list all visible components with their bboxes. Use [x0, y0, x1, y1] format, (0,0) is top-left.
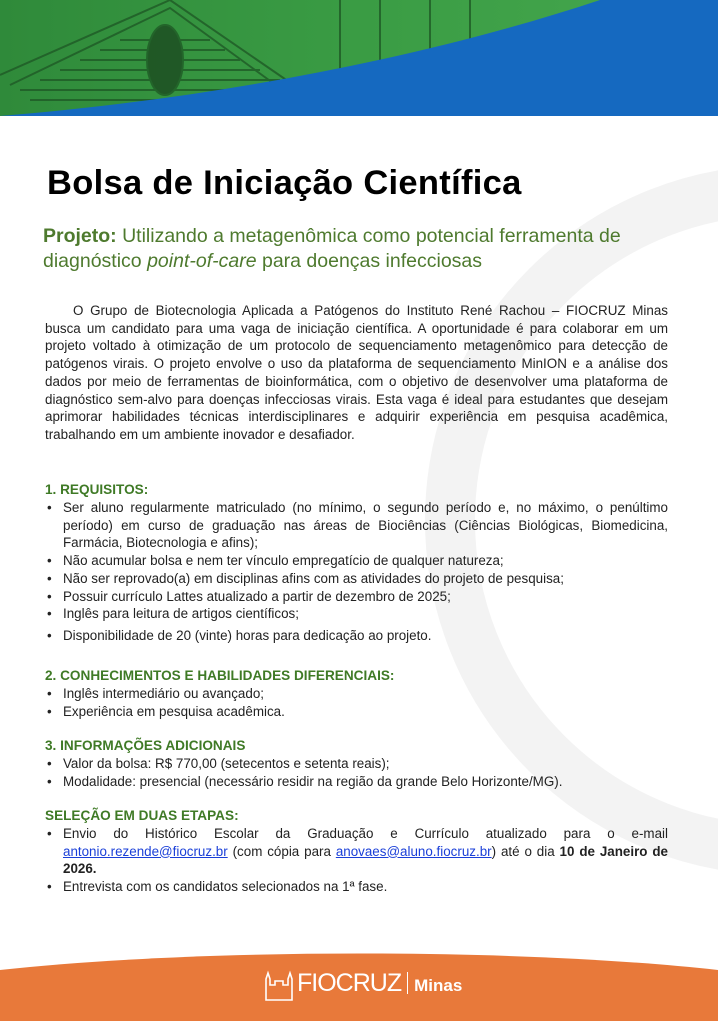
header-banner: [0, 0, 718, 116]
fiocruz-minas-logo: [264, 965, 462, 1001]
project-text-end: para doenças infecciosas: [261, 250, 483, 272]
section-conhecimentos: [45, 667, 668, 720]
selection-step-text: Envio do Histórico Escolar da Graduação e Currículo atualizado para o e-mail: [63, 826, 668, 841]
list-item: • Disponibilidade de 20 (vinte) horas para dedicação ao projeto.: [45, 627, 668, 645]
section-heading: 3. INFORMAÇÕES ADICIONAIS: [45, 738, 246, 753]
list-item: [45, 825, 668, 878]
project-label: Projeto:: [43, 225, 117, 247]
project-subtitle: [43, 224, 683, 274]
list-item: • Não acumular bolsa e nem ter vínculo empregatício de qualquer natureza;: [45, 552, 668, 570]
section-heading: SELEÇÃO EM DUAS ETAPAS:: [45, 808, 239, 823]
section-heading: 1. REQUISITOS:: [45, 482, 149, 497]
intro-paragraph: O Grupo de Biotecnologia Aplicada a Patógenos do Instituto René Rachou – FIOCRUZ Minas busca um candidato para uma vaga de iniciação científica. A oportunidade é para colaborar em um projeto voltado à otimização de um protocolo de sequenciamento metagenômico para detecção de patógenos virais. O projeto envolve o uso da plataforma de sequenciamento MinION e a análise dos dados por meio de ferramentas de bioinformática, com o objetivo de desenvolver uma plataforma de diagnóstico sem-alvo para doenças infecciosas virais. Esta vaga é ideal para estudantes que desejam aprimorar habilidades técnicas interdisciplinares e adquirir experiência em pesquisa acadêmica, trabalhando em um ambiente inovador e desafiador.: [45, 303, 668, 442]
list-item: • Experiência em pesquisa acadêmica.: [45, 703, 668, 721]
section-heading: 2. CONHECIMENTOS E HABILIDADES DIFERENCIAIS:: [45, 668, 395, 683]
logo-main-text: FIOCRUZ: [297, 968, 402, 997]
project-text: Utilizando a metagenômica como potencial ferramenta de diagnóstico: [43, 225, 621, 272]
logo-sub-text: Minas: [414, 976, 463, 995]
email-link-anovaes[interactable]: anovaes@aluno.fiocruz.br: [335, 843, 492, 859]
list-item: • Possuir currículo Lattes atualizado a partir de dezembro de 2025;: [45, 588, 668, 606]
project-text-italic: point-of-care: [147, 250, 257, 272]
section-selecao: [45, 807, 668, 896]
list-item: • Entrevista com os candidatos selecionados na 1ª fase.: [45, 878, 668, 896]
page-title: Bolsa de Iniciação Científica: [47, 164, 522, 202]
castle-icon: [264, 965, 294, 1001]
deadline: 10 de Janeiro de 2026.: [63, 843, 668, 877]
logo-divider: [407, 972, 408, 994]
email-link-antonio[interactable]: antonio.rezende@fiocruz.br: [63, 843, 228, 859]
selection-step-text: (com cópia para: [232, 843, 331, 859]
list-item: • Não ser reprovado(a) em disciplinas afins com as atividades do projeto de pesquisa;: [45, 570, 668, 588]
section-requisitos: [45, 481, 668, 645]
list-item: • Inglês para leitura de artigos científicos;: [45, 605, 668, 623]
list-item: • Inglês intermediário ou avançado;: [45, 685, 668, 703]
list-item: • Ser aluno regularmente matriculado (no mínimo, o segundo período e, no máximo, o penúltimo período) em curso de graduação nas áreas de Biociências (Ciências Biológicas, Biomedicina, Farmácia, Biotecnologia e afins);: [45, 499, 668, 552]
selection-step-text: ) até o dia: [491, 843, 555, 859]
list-item: • Valor da bolsa: R$ 770,00 (setecentos e setenta reais);: [45, 755, 668, 773]
section-informacoes: [45, 737, 668, 790]
list-item: • Modalidade: presencial (necessário residir na região da grande Belo Horizonte/MG).: [45, 773, 668, 791]
